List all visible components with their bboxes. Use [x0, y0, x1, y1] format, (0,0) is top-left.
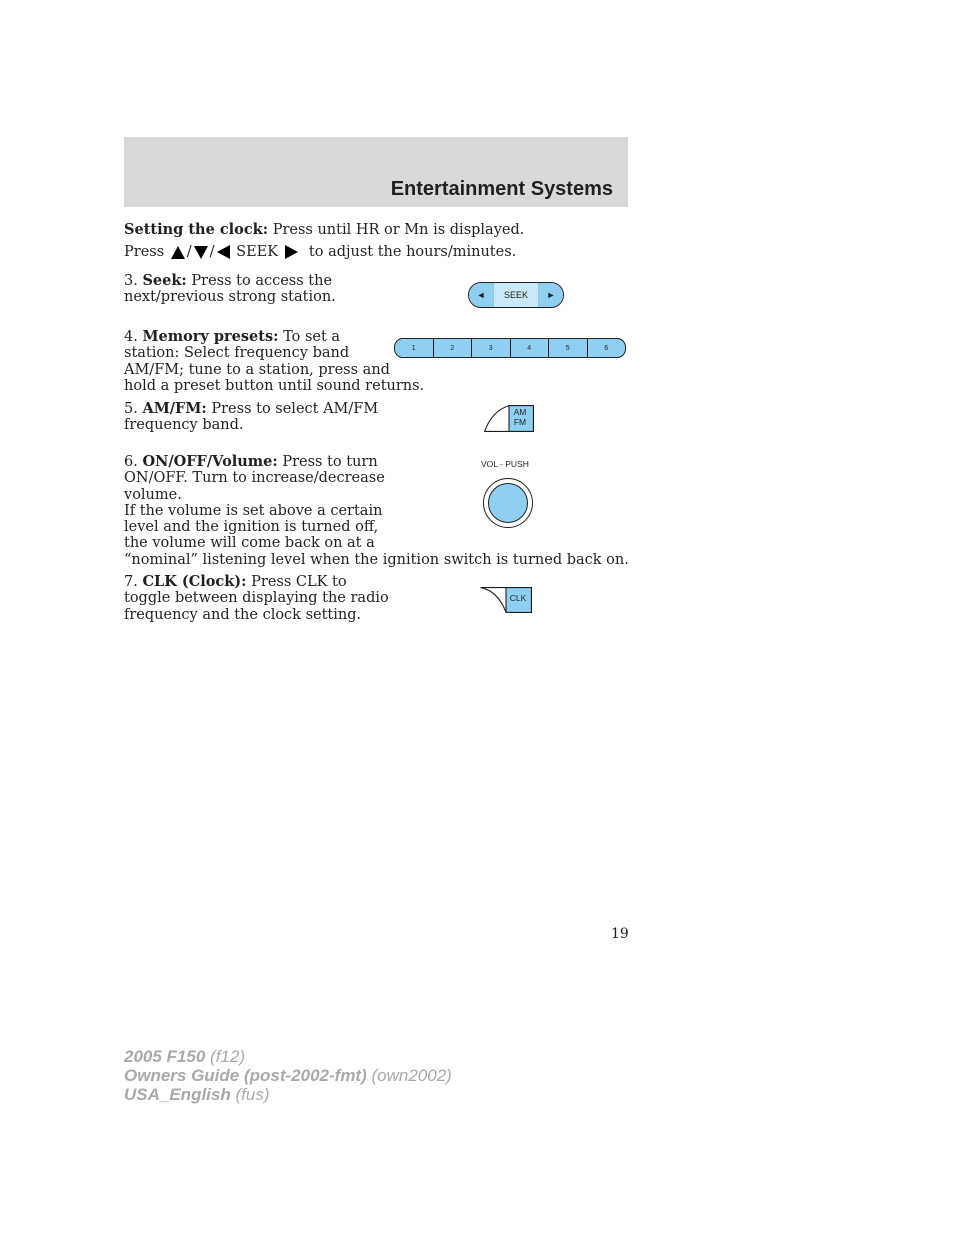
memory-line: AM/FM; tune to a station, press and — [124, 361, 390, 378]
fm-text: FM — [513, 417, 527, 427]
clock-label: Setting the clock: — [124, 221, 269, 238]
seek-word: SEEK — [236, 244, 279, 260]
clk-button-label: CLK — [509, 593, 527, 603]
volume-line: If the volume is set above a certain — [124, 502, 383, 519]
preset-buttons-illustration — [394, 338, 626, 358]
volume-num: 6. — [124, 454, 138, 470]
clk-line: Press CLK to — [251, 574, 347, 590]
volume-line: Press to turn — [282, 454, 378, 470]
amfm-num: 5. — [124, 401, 138, 417]
footer-guide-code: (own2002) — [371, 1066, 452, 1085]
memory-line: station: Select frequency band — [124, 345, 350, 362]
footer-guide: Owners Guide (post-2002-fmt) — [124, 1066, 367, 1085]
clk-line: toggle between displaying the radio — [124, 590, 389, 607]
volume-knob-center — [488, 483, 528, 523]
am-text: AM — [513, 407, 527, 417]
seek-line: Press to access the — [191, 273, 333, 289]
clk-num: 7. — [124, 574, 138, 590]
arrow-left-icon — [217, 245, 230, 259]
preset-3: 3 — [471, 339, 510, 357]
clock-text: Press until HR or Mn is displayed. — [272, 222, 525, 238]
memory-num: 4. — [124, 329, 138, 345]
seek-paragraph — [124, 273, 336, 306]
amfm-line: Press to select AM/FM — [211, 401, 379, 417]
volume-line: the volume will come back on at a — [124, 535, 375, 552]
seek-label: Seek: — [142, 272, 187, 289]
volume-knob-illustration — [483, 478, 533, 528]
memory-line: To set a — [283, 329, 341, 345]
seek-left-icon: ◄ — [469, 283, 493, 307]
arrow-right-icon — [285, 245, 298, 259]
seek-num: 3. — [124, 273, 138, 289]
clock-paragraph — [124, 222, 524, 238]
memory-paragraph — [124, 329, 424, 394]
clk-label: CLK (Clock): — [142, 573, 247, 590]
volume-knob-label: VOL - PUSH — [481, 459, 529, 469]
volume-paragraph — [124, 454, 629, 568]
amfm-paragraph — [124, 401, 378, 434]
volume-line: “nominal” listening level when the ignition switch is turned back on. — [124, 551, 629, 568]
clk-line: frequency and the clock setting. — [124, 606, 362, 623]
footer-model-code: (f12) — [210, 1047, 245, 1066]
clock-adjust-line — [124, 244, 516, 260]
press-word: Press — [124, 244, 165, 260]
footer-model: 2005 F150 — [124, 1047, 206, 1066]
slash-2: / — [209, 244, 215, 260]
arrow-down-icon — [194, 246, 208, 259]
clk-paragraph — [124, 574, 389, 623]
seek-line: next/previous strong station. — [124, 289, 336, 306]
preset-4: 4 — [510, 339, 549, 357]
footer-language: USA_English — [124, 1085, 231, 1104]
preset-6: 6 — [587, 339, 626, 357]
preset-5: 5 — [548, 339, 587, 357]
page-number: 19 — [611, 926, 629, 942]
amfm-label: AM/FM: — [142, 400, 207, 417]
preset-2: 2 — [433, 339, 472, 357]
volume-label: ON/OFF/Volume: — [142, 453, 278, 470]
volume-line: level and the ignition is turned off, — [124, 519, 379, 536]
volume-line: volume. — [124, 486, 182, 503]
slash-1: / — [186, 244, 192, 260]
seek-button-illustration — [468, 282, 564, 308]
seek-button-label: SEEK — [493, 283, 539, 307]
amfm-button-label — [510, 407, 530, 427]
seek-right-icon: ► — [539, 283, 563, 307]
preset-1: 1 — [411, 344, 416, 352]
adjust-text: to adjust the hours/minutes. — [308, 244, 517, 260]
section-header — [124, 137, 628, 207]
memory-line: hold a preset button until sound returns. — [124, 377, 425, 394]
document-footer — [124, 1047, 452, 1104]
section-title: Entertainment Systems — [390, 178, 613, 200]
footer-language-code: (fus) — [235, 1085, 270, 1104]
volume-line: ON/OFF. Turn to increase/decrease — [124, 470, 385, 487]
memory-label: Memory presets: — [142, 328, 279, 345]
arrow-up-icon — [171, 246, 185, 259]
amfm-line: frequency band. — [124, 417, 244, 434]
